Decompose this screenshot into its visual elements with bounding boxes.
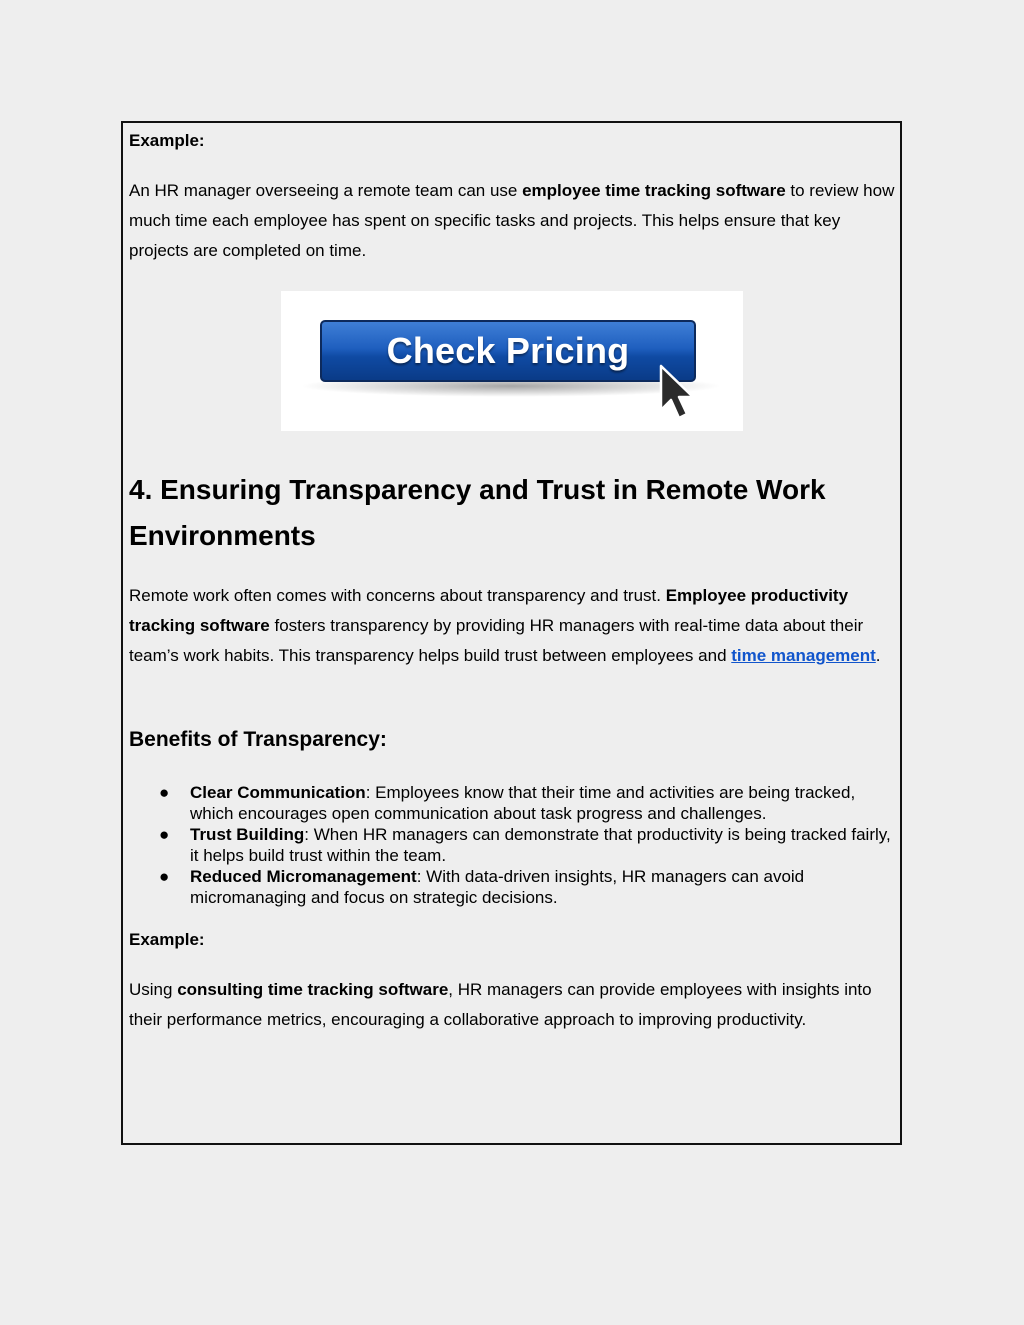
list-item-text: : When HR managers can demonstrate that productivity is being tracked fairly, it helps build trust within the team.	[190, 825, 891, 865]
example-1-label: Example:	[129, 131, 205, 150]
section-4-bold: Employee productivity tracking software	[129, 586, 849, 635]
example-1-bold: employee time tracking software	[522, 181, 786, 200]
check-pricing-button[interactable]	[320, 320, 696, 382]
example-2-bold: consulting time tracking software	[177, 980, 449, 999]
section-4-text-after: .	[875, 646, 881, 665]
list-item-text: : Employees know that their time and activities are being tracked, which encourages open communication about task progress and challenges.	[190, 783, 856, 823]
check-pricing-label: Check Pricing	[386, 330, 630, 371]
list-item	[129, 782, 899, 824]
check-pricing-banner[interactable]	[281, 291, 743, 431]
example-1-block	[129, 126, 899, 266]
list-item-text: : With data-driven insights, HR managers can avoid micromanaging and focus on strategic decisions.	[190, 867, 805, 907]
section-4-text-middle: fosters transparency by providing HR managers with real-time data about their team’s work habits. This transparency helps build trust between employees and	[129, 616, 864, 665]
example-1-text	[129, 176, 899, 266]
time-management-link[interactable]: time management	[731, 646, 876, 665]
benefits-heading: Benefits of Transparency:	[129, 728, 387, 751]
example-1-text-after: to review how much time each employee has spent on specific tasks and projects. This helps ensure that key projects are completed on time.	[129, 181, 895, 260]
bullet-icon: ●	[159, 825, 170, 844]
bullet-icon: ●	[159, 867, 170, 886]
example-1-text-before: An HR manager overseeing a remote team can use	[129, 181, 523, 200]
list-item	[129, 824, 899, 866]
section-4-heading: 4. Ensuring Transparency and Trust in Remote Work Environments	[129, 474, 826, 551]
list-item-title: Clear Communication	[190, 783, 366, 802]
cursor-arrow-icon	[655, 362, 701, 424]
example-2-text-after: , HR managers can provide employees with insights into their performance metrics, encouraging a collaborative approach to improving productivity.	[129, 980, 872, 1029]
list-item-title: Reduced Micromanagement	[190, 867, 417, 886]
example-2-text-before: Using	[129, 980, 178, 999]
section-4-text-before: Remote work often comes with concerns about transparency and trust.	[129, 586, 666, 605]
section-4-text	[129, 581, 889, 671]
example-2-label: Example:	[129, 930, 205, 949]
benefits-list	[129, 782, 899, 908]
example-2-text	[129, 975, 889, 1035]
list-item	[129, 866, 899, 908]
bullet-icon: ●	[159, 783, 170, 802]
list-item-title: Trust Building	[190, 825, 305, 844]
